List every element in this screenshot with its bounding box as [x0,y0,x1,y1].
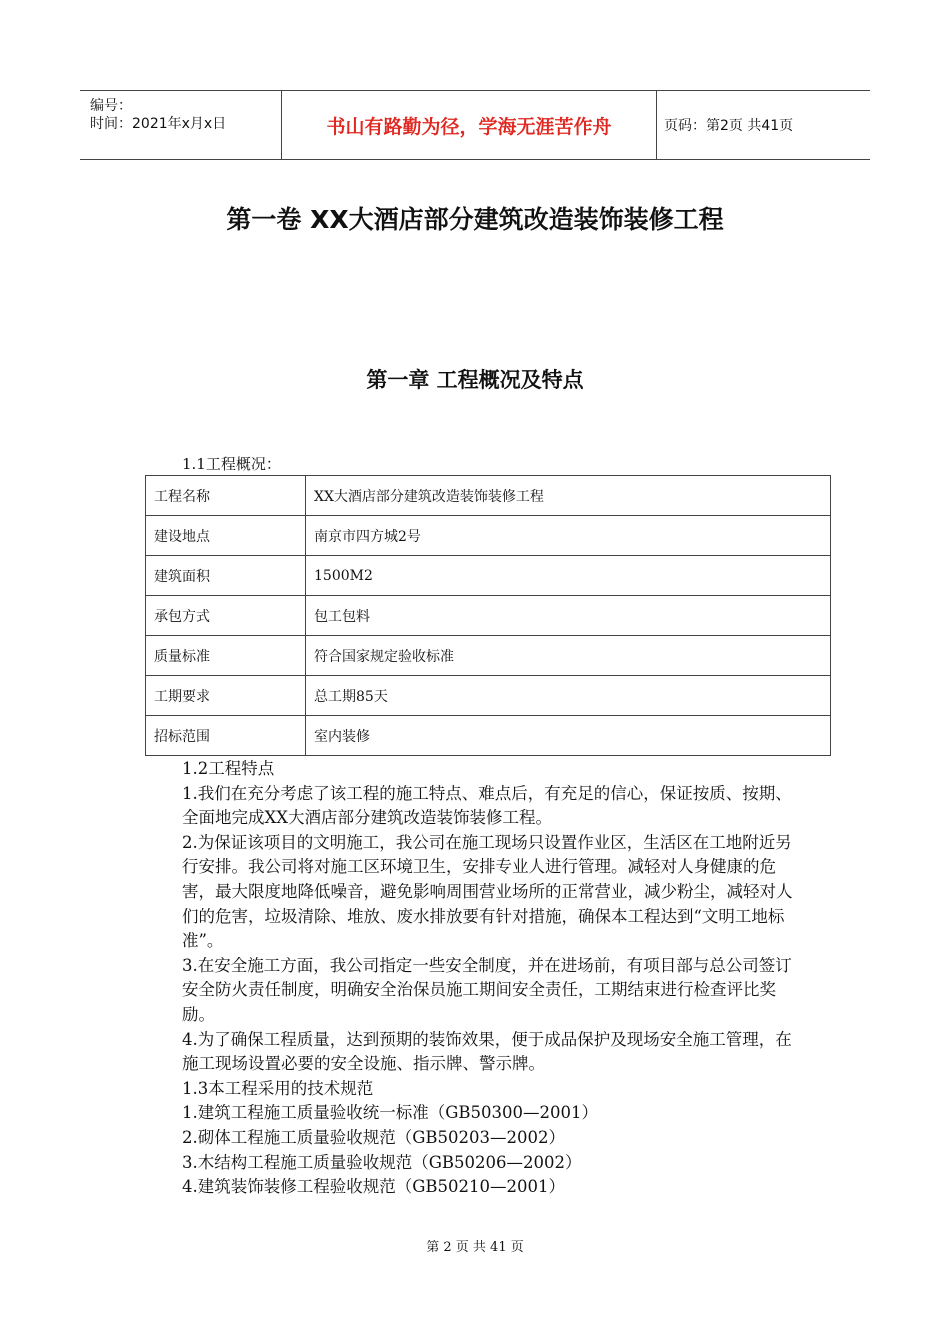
standard-item: 2.砌体工程施工质量验收规范（GB50203—2002） [182,1127,566,1147]
features-heading: 1.2工程特点 [182,759,275,778]
row-key: 工期要求 [146,676,306,716]
row-value: 符合国家规定验收标准 [306,636,831,676]
standard-item: 3.木结构工程施工质量验收规范（GB50206—2002） [182,1152,582,1172]
standard-item: 1.建筑工程施工质量验收统一标准（GB50300—2001） [182,1103,599,1123]
row-key: 承包方式 [146,596,306,636]
overview-table [145,475,831,756]
row-key: 建筑面积 [146,556,306,596]
body-text [182,757,802,1200]
standards-heading: 1.3本工程采用的技术规范 [182,1078,374,1098]
table-row [146,596,831,636]
feature-item: 1.我们在充分考虑了该工程的施工特点、难点后，有充足的信心，保证按质、按期、全面地完成XX大酒店部分建筑改造装饰装修工程。 [182,783,792,828]
row-value: 包工包料 [306,596,831,636]
table-row [146,676,831,716]
row-value: 南京市四方城2号 [306,516,831,556]
overview-label: 1.1工程概况： [182,455,281,473]
page-footer: 第 2 页 共 41 页 [426,1240,524,1255]
header-motto: 书山有路勤为径，学海无涯苦作舟 [281,91,657,159]
number-label: 编号： [90,98,132,114]
standard-item: 4.建筑装饰装修工程验收规范（GB50210—2001） [182,1177,566,1197]
row-value: XX大酒店部分建筑改造装饰装修工程 [306,476,831,516]
time-label: 时间：2021年x月x日 [90,116,227,132]
row-value: 总工期85天 [306,676,831,716]
feature-item: 2.为保证该项目的文明施工，我公司在施工现场只设置作业区，生活区在工地附近另行安排。我公司将对施工区环境卫生，安排专业人进行管理。减轻对人身健康的危害，最大限度地降低噪音，避免影响周围营业场所的正常营业，减少粉尘，减轻对人们的危害，垃圾清除、堆放、废水排放要有针对措施，确保本工程达到“文明工地标准”。 [182,832,793,951]
table-row [146,636,831,676]
table-row [146,716,831,756]
row-key: 建设地点 [146,516,306,556]
table-row [146,516,831,556]
row-key: 工程名称 [146,476,306,516]
row-key: 质量标准 [146,636,306,676]
header-meta [80,91,281,159]
page-header [80,90,870,160]
table-row [146,476,831,516]
table-row [146,556,831,596]
chapter-title: 第一章 工程概况及特点 [366,368,584,392]
header-page-info: 页码：第2页 共41页 [664,118,794,134]
feature-item: 4.为了确保工程质量，达到预期的装饰效果，便于成品保护及现场安全施工管理，在施工现场设置必要的安全设施、指示牌、警示牌。 [182,1029,792,1074]
row-key: 招标范围 [146,716,306,756]
row-value: 1500M2 [306,556,831,596]
feature-item: 3.在安全施工方面，我公司指定一些安全制度，并在进场前，有项目部与总公司签订安全防火责任制度，明确安全治保员施工期间安全责任，工期结束进行检查评比奖励。 [182,955,792,1024]
volume-title: 第一卷 XX大酒店部分建筑改造装饰装修工程 [226,205,724,234]
row-value: 室内装修 [306,716,831,756]
